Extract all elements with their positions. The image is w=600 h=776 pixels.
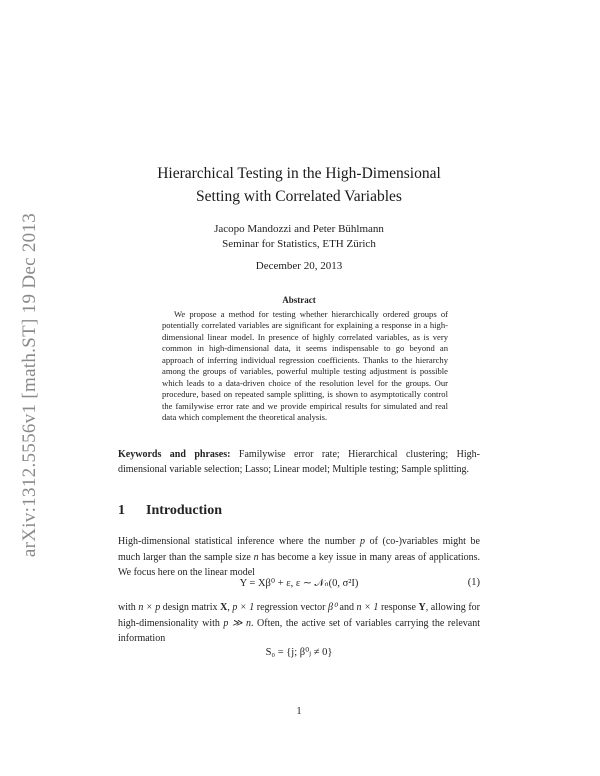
keywords <box>118 447 480 478</box>
intro-text: with <box>118 602 139 613</box>
section-title: Introduction <box>146 503 222 518</box>
math-p: p <box>359 536 365 547</box>
abstract-text: We propose a method for testing whether hierarchically ordered groups of potentially correlated variables are significant for explaining a response in a high-dimensional linear model. In presence of highly correlated variables, as is very common in high-dimensional data, it seems indispensable to go beyond an approach of inferring individual regression coefficients. Thanks to the hierarchy among the groups of variables, powerful multiple testing adjustment is possible which leads to a data-driven choice of the resolution level for the groups. Our procedure, based on repeated sample splitting, is shown to asymptotically control the familywise error rate and we provide empirical results for simulated and real data which complement the theoretical analysis. <box>162 309 448 423</box>
math-p-times-1: p × 1 <box>232 602 255 613</box>
title-line-2: Setting with Correlated Variables <box>196 188 402 205</box>
equation-active-set: S₀ = {j; β⁰ⱼ ≠ 0} <box>265 647 333 658</box>
paper-title <box>118 162 480 208</box>
arxiv-stamp-text: arXiv:1312.5556v1 [math.ST] 19 Dec 2013 <box>19 212 40 558</box>
intro-paragraph-2 <box>118 600 480 647</box>
intro-text: , <box>227 602 233 613</box>
title-line-1: Hierarchical Testing in the High-Dimensional <box>157 165 441 182</box>
equation-1-number: (1) <box>467 577 480 588</box>
paper-date: December 20, 2013 <box>255 260 343 272</box>
math-x: X <box>220 602 228 613</box>
math-beta0: β⁰ <box>327 602 337 613</box>
intro-text: . Often, the active set of variables carrying the relevant information <box>118 617 481 645</box>
intro-text: High-dimensional statistical inference where the number <box>118 536 360 547</box>
affiliation: Seminar for Statistics, ETH Zürich <box>222 238 376 250</box>
math-p-gg-n: p ≫ n <box>223 617 251 629</box>
keywords-text: Familywise error rate; Hierarchical clustering; High-dimensional variable selection; Lasso; Linear model; Multiple testing; Sample splitting. <box>118 449 480 476</box>
intro-text: response <box>378 602 419 613</box>
section-heading <box>118 503 222 519</box>
arxiv-stamp <box>8 200 52 570</box>
abstract-heading: Abstract <box>282 295 316 305</box>
intro-text: design matrix <box>160 602 221 613</box>
author-block <box>118 222 480 252</box>
equation-1-formula: Y = Xβ⁰ + ε, ε ∼ 𝒩ₙ(0, σ²I) <box>239 578 359 589</box>
math-n-times-p: n × p <box>138 602 161 613</box>
math-n: n <box>253 551 259 563</box>
page-number: 1 <box>296 706 302 717</box>
math-n-times-1: n × 1 <box>356 602 379 613</box>
intro-paragraph-1 <box>118 534 480 581</box>
authors: Jacopo Mandozzi and Peter Bühlmann <box>214 223 384 235</box>
intro-text: and <box>336 602 357 613</box>
intro-text: regression vector <box>254 602 328 613</box>
keywords-label: Keywords and phrases: <box>118 449 231 460</box>
intro-text: has become a key issue in many areas of applications. We focus here on the linear model <box>118 551 480 579</box>
intro-text: , allowing for high-dimensionality with <box>118 602 480 629</box>
intro-text: of (co-)variables might be much larger than the sample size <box>118 536 480 563</box>
math-y: Y <box>418 602 426 613</box>
section-number: 1 <box>118 503 125 518</box>
